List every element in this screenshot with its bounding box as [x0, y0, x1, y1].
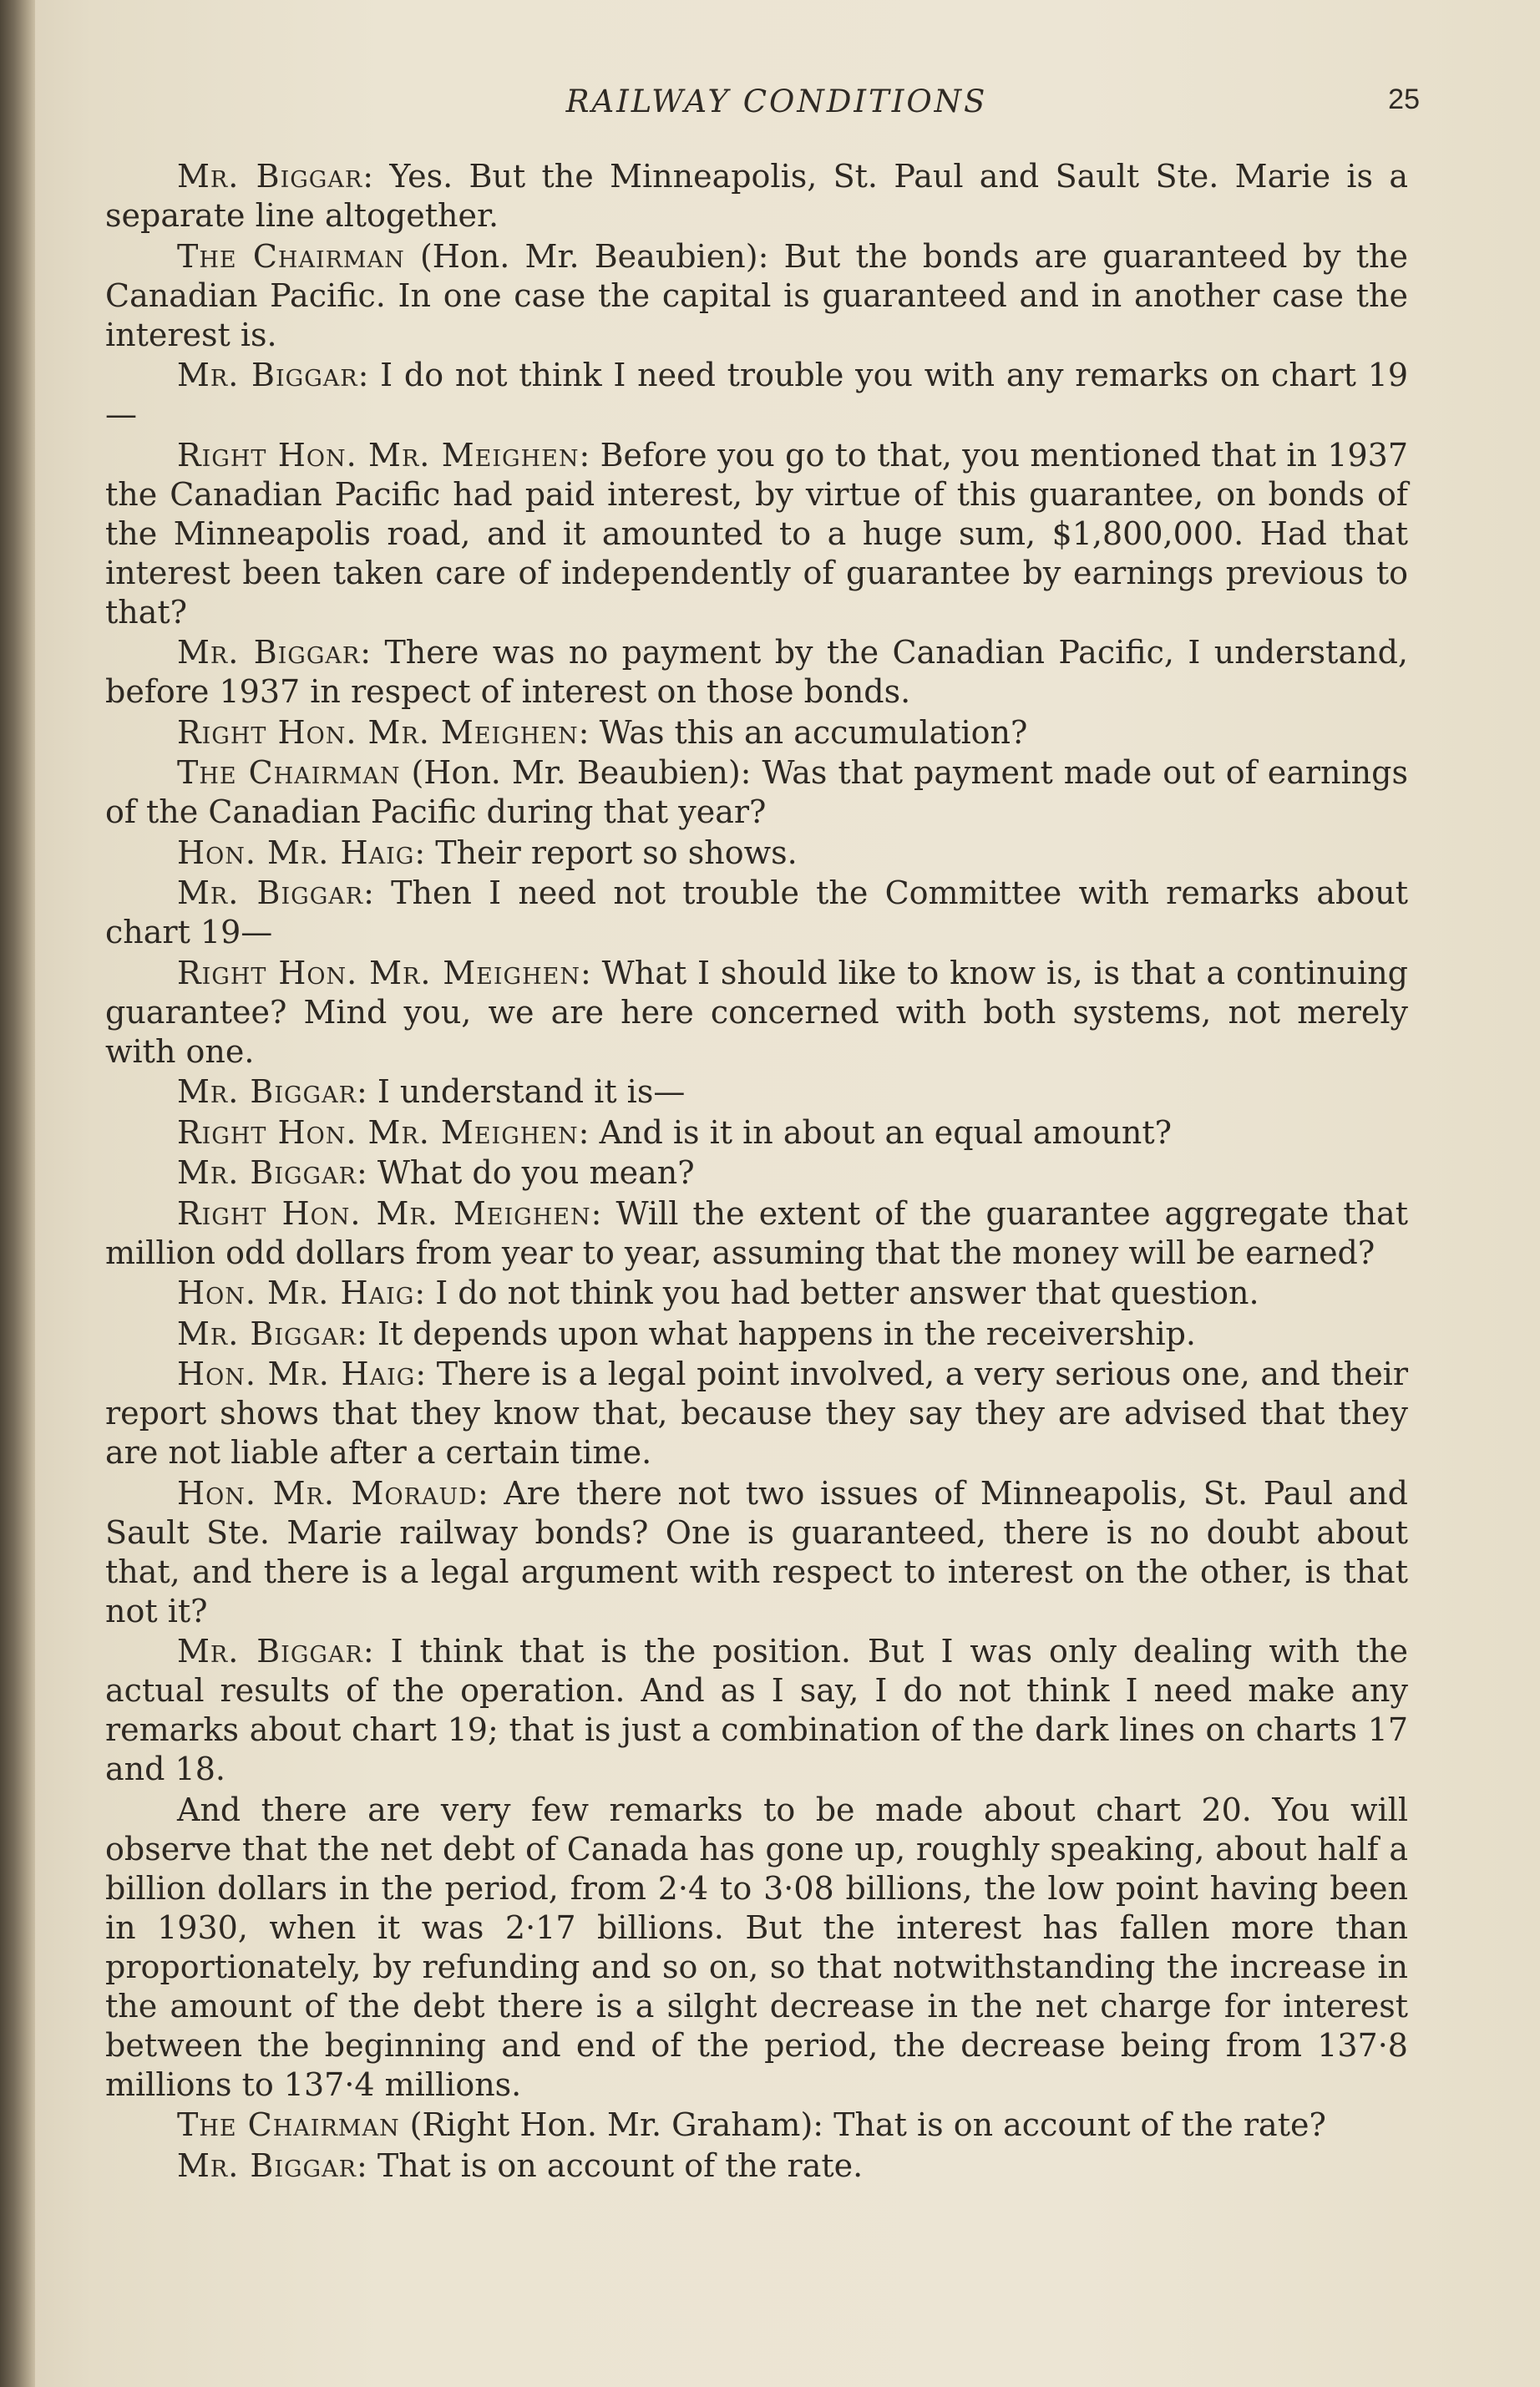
speaker-separator: (Hon. Mr. Beaubien): [404, 237, 784, 275]
paragraph-text: I do not think I need trouble you with any remarks on chart 19— [105, 357, 1408, 433]
speaker-separator: : [362, 1633, 391, 1670]
speaker-separator: : [590, 1194, 616, 1232]
speaker-name: Right Hon. Mr. Meighen [177, 1194, 591, 1232]
paragraph [105, 356, 1408, 434]
paragraph-text: That is on account of the rate? [833, 2106, 1326, 2143]
paragraph [105, 1474, 1408, 1631]
speaker-separator: : [356, 1073, 377, 1110]
paragraph-text: Will the extent of the guarantee aggregate that million odd dollars from year to year, assuming that the money will be earned? [105, 1194, 1408, 1271]
speaker-separator: : [579, 436, 600, 474]
speaker-separator: : [360, 634, 385, 671]
speaker-separator: : [356, 2146, 377, 2184]
paragraph-text: Before you go to that, you mentioned that in 1937 the Canadian Pacific had paid interest, by virtue of this guarantee, on bonds of the Minneapolis road, and it amounted to a huge sum, $1,800,000. Had that interest been taken care of independently of guarantee by earnings previous to that? [105, 436, 1408, 631]
speaker-name: Mr. Biggar [177, 1315, 357, 1352]
paragraph [105, 2106, 1408, 2145]
page-binding-edge [0, 0, 35, 2387]
speaker-name: Right Hon. Mr. Meighen [177, 713, 579, 751]
paragraph [105, 1274, 1408, 1313]
speaker-separator: : [580, 954, 602, 991]
paragraph-text: Their report so shows. [435, 834, 798, 871]
page-number: 25 [1388, 84, 1420, 115]
speaker-separator: : [356, 1315, 377, 1352]
speaker-name: Hon. Mr. Haig [177, 1275, 415, 1311]
paragraph [105, 1315, 1408, 1354]
paragraph-text: There is a legal point involved, a very serious one, and their report shows that they know that, because they say they are advised that they are not liable after a certain time. [105, 1356, 1409, 1471]
speaker-separator: : [578, 1113, 600, 1151]
paragraph-text: There was no payment by the Canadian Pacific, I understand, before 1937 in respect of interest on those bonds. [105, 634, 1408, 710]
speaker-separator: : [414, 1275, 436, 1311]
paragraph-text: Are there not two issues of Minneapolis, St. Paul and Sault Ste. Marie railway bonds? One is guaranteed, there is no doubt about that, and there is a legal argument with respect to interest on the other, is that not it? [105, 1474, 1408, 1629]
paragraph [105, 2146, 1408, 2186]
speaker-name: The Chairman [177, 754, 401, 791]
speaker-separator: : [414, 834, 436, 871]
paragraph-text: Yes. But the Minneapolis, St. Paul and Sault Ste. Marie is a separate line altogether. [105, 158, 1409, 234]
paragraph-text: I understand it is— [377, 1073, 686, 1110]
running-head: RAILWAY CONDITIONS [565, 84, 988, 119]
speaker-name: The Chairman [177, 2106, 400, 2143]
speaker-name: The Chairman [177, 237, 405, 275]
paragraph [105, 1072, 1408, 1112]
paragraph-text: Was that payment made out of earnings of the Canadian Pacific during that year? [105, 754, 1408, 830]
paragraph [105, 1113, 1408, 1153]
paragraph [105, 834, 1408, 873]
paragraph-text: And there are very few remarks to be made about chart 20. You will observe that the net debt of Canada has gone up, roughly speaking, about half a billion dollars in the period, from 2·4 to 3·08 billions, the low point having been in 1930, when it was 2·17 billions. But the interest has fallen more than proportionately, by refunding and so on, so that notwithstanding the increase in the amount of the debt there is a silght decrease in the net charge for interest between the beginning and end of the period, the decrease being from 137·8 millions to 137·4 millions. [105, 1791, 1408, 2103]
speaker-separator: : [415, 1356, 437, 1392]
paragraph [105, 633, 1408, 712]
speaker-name: Right Hon. Mr. Meighen [177, 436, 580, 474]
speaker-name: Mr. Biggar [177, 1073, 357, 1110]
paragraph [105, 1194, 1408, 1273]
speaker-name: Right Hon. Mr. Meighen [177, 954, 580, 991]
speaker-separator: (Right Hon. Mr. Graham): [399, 2106, 834, 2143]
paragraph [105, 436, 1408, 632]
speaker-name: Mr. Biggar [177, 2146, 357, 2184]
speaker-separator: (Hon. Mr. Beaubien): [400, 754, 762, 791]
speaker-separator: : [357, 357, 381, 393]
speaker-name: Mr. Biggar [177, 1633, 363, 1670]
paragraph-text: It depends upon what happens in the receivership. [377, 1315, 1197, 1352]
paragraph [105, 1355, 1408, 1472]
speaker-name: Mr. Biggar [177, 357, 358, 393]
paragraph [105, 713, 1408, 753]
paragraph [105, 1632, 1408, 1789]
paragraph-text: That is on account of the rate. [377, 2146, 864, 2184]
speaker-name: Mr. Biggar [177, 874, 364, 911]
speaker-name: Hon. Mr. Haig [177, 834, 415, 871]
speaker-separator: : [578, 713, 600, 751]
paragraph [105, 874, 1408, 952]
speaker-separator: : [356, 1154, 377, 1191]
speaker-name: Right Hon. Mr. Meighen [177, 1113, 579, 1151]
paragraph [105, 237, 1408, 355]
paragraph [105, 954, 1408, 1072]
paragraph [105, 1791, 1408, 2105]
page-header [100, 84, 1420, 134]
paragraph-text: I do not think you had better answer that question. [435, 1275, 1259, 1311]
speaker-name: Hon. Mr. Haig [177, 1356, 416, 1392]
speaker-separator: : [362, 158, 390, 195]
paragraph-text: What I should like to know is, is that a continuing guarantee? Mind you, we are here concerned with both systems, not merely with one. [105, 954, 1408, 1070]
paragraph-text: Then I need not trouble the Committee with remarks about chart 19— [105, 874, 1409, 950]
paragraph-text: And is it in about an equal amount? [599, 1113, 1173, 1151]
speaker-name: Mr. Biggar [177, 158, 363, 195]
page-body [105, 157, 1408, 2187]
speaker-separator: : [477, 1474, 504, 1512]
paragraph-text: Was this an accumulation? [599, 713, 1028, 751]
paragraph [105, 157, 1408, 236]
speaker-separator: : [363, 874, 392, 911]
speaker-name: Mr. Biggar [177, 634, 361, 671]
speaker-name: Mr. Biggar [177, 1154, 357, 1191]
paragraph-text: What do you mean? [377, 1154, 695, 1191]
paragraph-text: But the bonds are guaranteed by the Canadian Pacific. In one case the capital is guaranteed and in another case the interest is. [105, 237, 1408, 353]
paragraph [105, 753, 1408, 832]
paragraph-text: I think that is the position. But I was only dealing with the actual results of the operation. And as I say, I do not think I need make any remarks about chart 19; that is just a combination of the dark lines on charts 17 and 18. [105, 1633, 1408, 1787]
speaker-name: Hon. Mr. Moraud [177, 1474, 478, 1512]
paragraph [105, 1153, 1408, 1193]
